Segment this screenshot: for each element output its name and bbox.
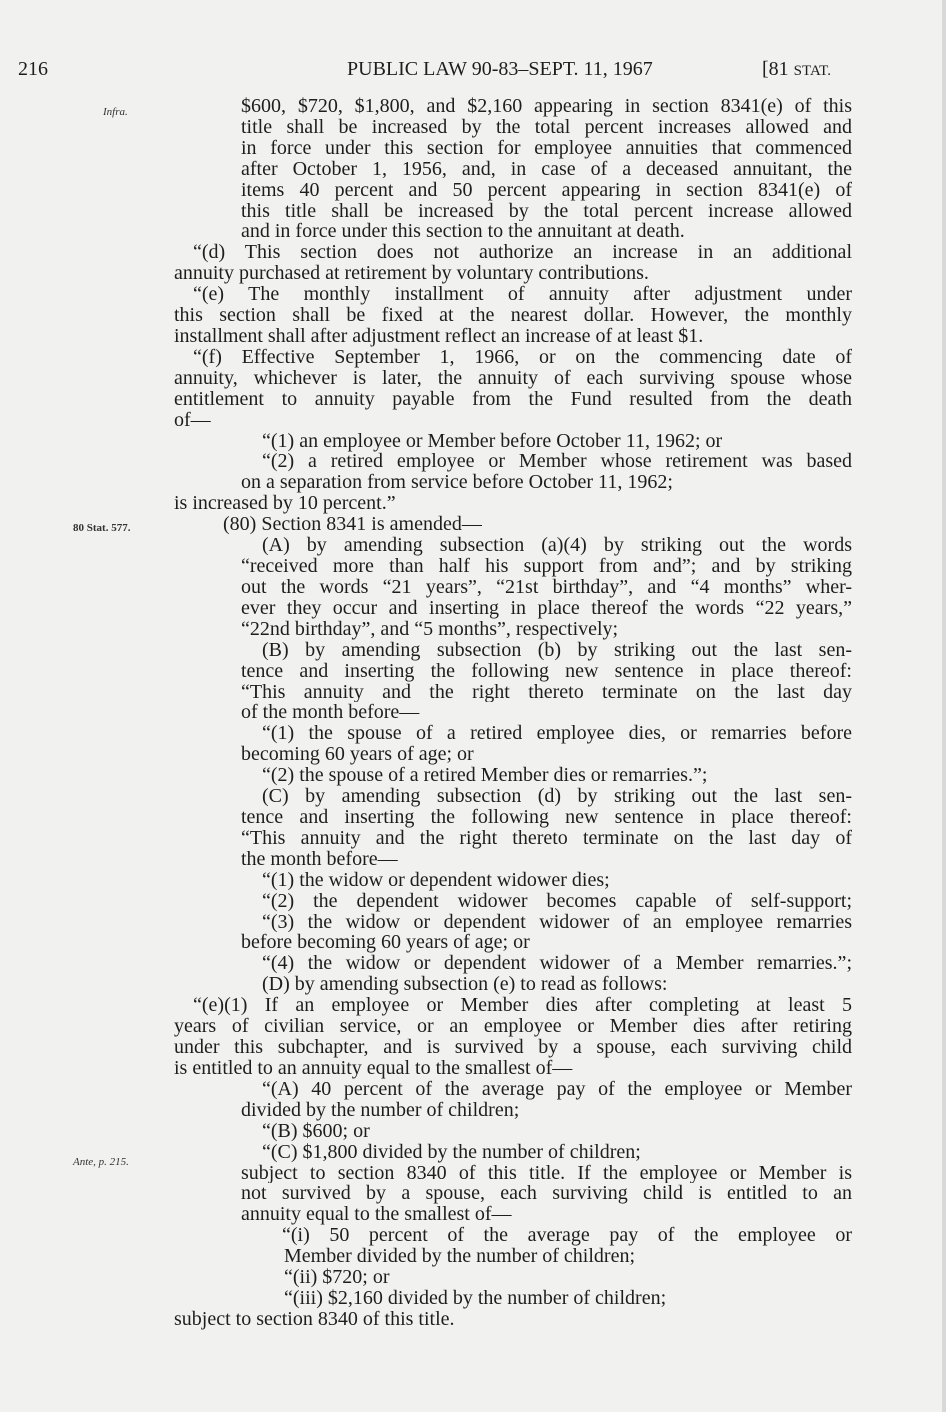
text-line: “(d) This section does not authorize an increase in an additional	[193, 242, 852, 264]
text-line: (B) by amending subsection (b) by striking out the last sen-	[262, 639, 852, 661]
text-line: before becoming 60 years of age; or	[241, 931, 530, 954]
text-line: the month before—	[241, 847, 398, 870]
text-line: “(i) 50 percent of the average pay of the employee or	[282, 1225, 852, 1247]
text-line: (A) by amending subsection (a)(4) by striking out the words	[262, 535, 852, 557]
text-line: under this subchapter, and is survived by a spouse, each surviving child	[174, 1037, 852, 1058]
text-line: “This annuity and the right thereto terminate on the last day	[241, 681, 852, 703]
text-line: and in force under this section to the annuitant at death.	[241, 220, 685, 243]
text-line: annuity, whichever is later, the annuity of each surviving spouse whose	[174, 367, 852, 389]
text-line: of—	[174, 408, 211, 431]
text-line: “(2) the dependent widower becomes capable of self-support;	[262, 890, 852, 912]
text-line: “(4) the widow or dependent widower of a Member remarries.”;	[262, 953, 852, 975]
text-line: “(ii) $720; or	[284, 1266, 390, 1289]
text-line: “(e) The monthly installment of annuity after adjustment under	[193, 284, 852, 306]
text-line: entitlement to annuity payable from the Fund resulted from the death	[174, 388, 852, 410]
text-line: “(3) the widow or dependent widower of an employee remarries	[262, 911, 852, 933]
text-line: (80) Section 8341 is amended—	[223, 513, 482, 536]
text-line: years of civilian service, or an employee or Member dies after retiring	[174, 1016, 852, 1038]
body-text	[174, 96, 852, 1330]
text-line: divided by the number of children;	[241, 1098, 520, 1121]
text-line: in force under this section for employee annuities that commenced	[241, 137, 852, 159]
margin-note-ante: Ante, p. 215.	[73, 1156, 129, 1168]
text-line: “(1) the widow or dependent widower dies;	[262, 868, 610, 891]
text-line: not survived by a spouse, each surviving child is entitled to an	[241, 1183, 852, 1205]
text-line: “This annuity and the right thereto terminate on the last day of	[241, 827, 852, 849]
margin-note-infra: Infra.	[103, 106, 128, 118]
text-line: of the month before—	[241, 701, 420, 724]
text-line: “(2) a retired employee or Member whose retirement was based	[262, 451, 852, 473]
text-line: installment shall after adjustment reflect an increase of at least $1.	[174, 325, 704, 347]
text-line: ever they occur and inserting in place thereof the words “22 years,”	[241, 597, 852, 619]
stat-volume: [81	[762, 58, 794, 80]
text-line: annuity equal to the smallest of—	[241, 1203, 512, 1226]
text-line: is increased by 10 percent.”	[174, 492, 396, 515]
text-line: $600, $720, $1,800, and $2,160 appearing in section 8341(e) of this	[241, 96, 852, 117]
text-line: out the words “21 years”, “21st birthday”, and “4 months” wher-	[241, 576, 852, 598]
margin-note-80-stat: 80 Stat. 577.	[73, 522, 131, 534]
text-line: “22nd birthday”, and “5 months”, respectively;	[241, 617, 619, 640]
text-line: “(f) Effective September 1, 1966, or on the commencing date of	[193, 346, 852, 368]
text-line: tence and inserting the following new sentence in place thereof:	[241, 807, 852, 828]
text-line: is entitled to an annuity equal to the smallest of—	[174, 1056, 573, 1079]
text-line: “(1) the spouse of a retired employee dies, or remarries before	[262, 723, 852, 745]
text-line: (D) by amending subsection (e) to read as follows:	[262, 973, 668, 996]
text-line: (C) by amending subsection (d) by striking out the last sen-	[262, 786, 852, 807]
text-line: Member divided by the number of children;	[284, 1245, 636, 1268]
text-line: tence and inserting the following new sentence in place thereof:	[241, 660, 852, 682]
text-line: “(B) $600; or	[262, 1119, 370, 1142]
page-number: 216	[18, 58, 48, 80]
text-line: annuity purchased at retirement by voluntary contributions.	[174, 262, 649, 285]
statute-reference	[762, 58, 831, 81]
stat-label: STAT.	[793, 63, 831, 79]
text-line: on a separation from service before October 11, 1962;	[241, 471, 673, 494]
text-line: this title shall be increased by the total percent increase allowed	[241, 200, 852, 222]
text-line: “(A) 40 percent of the average pay of the employee or Member	[262, 1078, 852, 1100]
page-edge	[942, 0, 946, 1412]
text-line: “(2) the spouse of a retired Member dies or remarries.”;	[262, 764, 708, 787]
text-line: “received more than half his support from and”; and by striking	[241, 556, 852, 577]
text-line: “(e)(1) If an employee or Member dies after completing at least 5	[193, 995, 852, 1017]
text-line: “(iii) $2,160 divided by the number of children;	[284, 1287, 667, 1310]
text-line: “(1) an employee or Member before October 11, 1962; or	[262, 429, 723, 452]
text-line: subject to section 8340 of this title. If the employee or Member is	[241, 1162, 852, 1184]
text-line: title shall be increased by the total percent increases allowed and	[241, 116, 852, 138]
running-title: PUBLIC LAW 90-83–SEPT. 11, 1967	[347, 58, 653, 80]
text-line: subject to section 8340 of this title.	[174, 1307, 455, 1330]
text-line: items 40 percent and 50 percent appearing in section 8341(e) of	[241, 179, 852, 201]
text-line: becoming 60 years of age; or	[241, 743, 474, 766]
text-line: “(C) $1,800 divided by the number of children;	[262, 1140, 641, 1163]
text-line: this section shall be fixed at the nearest dollar. However, the monthly	[174, 305, 852, 326]
text-line: after October 1, 1956, and, in case of a deceased annuitant, the	[241, 158, 852, 180]
